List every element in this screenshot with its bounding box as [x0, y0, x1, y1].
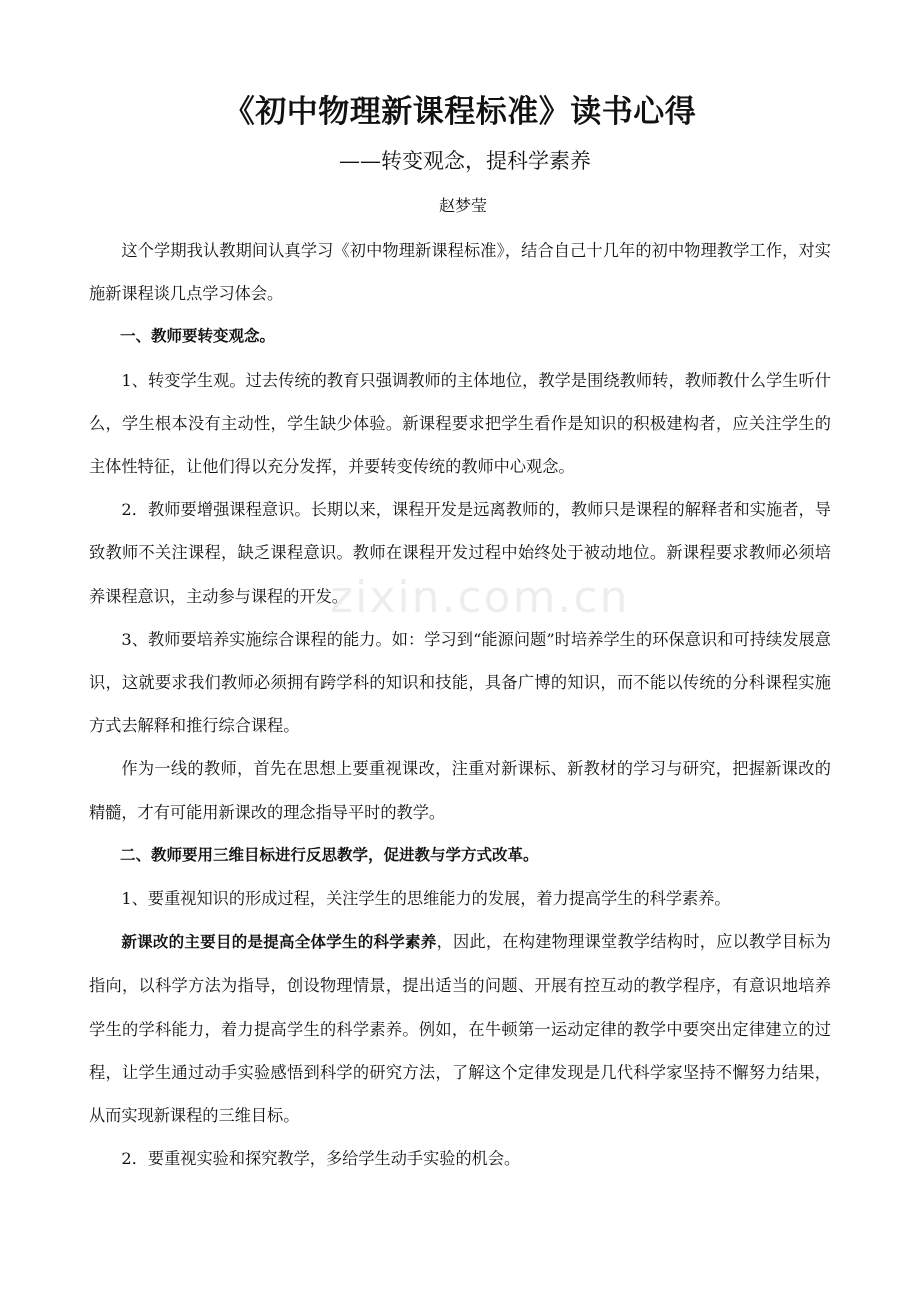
- section-heading-2: 二、教师要用三维目标进行反思教学，促进教与学方式改革。: [120, 845, 539, 864]
- paragraph-1-1: 1、转变学生观。过去传统的教育只强调教师的主体地位，教学是围绕教师转，教师教什么学生听什么，学生根本没有主动性，学生缺少体验。新课程要求把学生看作是知识的积极建构者，应关注学生的主体性特征，让他们得以充分发挥，并要转变传统的教师中心观念。: [89, 370, 831, 477]
- intro-paragraph: 这个学期我认教期间认真学习《初中物理新课程标准》，结合自己十几年的初中物理教学工作，对实施新课程谈几点学习体会。: [89, 241, 831, 304]
- paragraph-2-1-detail: [89, 920, 831, 1137]
- document-body: [89, 229, 831, 1180]
- paragraph-2-1: 1、要重视知识的形成过程，关注学生的思维能力的发展，着力提高学生的科学素养。: [121, 889, 731, 909]
- paragraph-1-3: 3、教师要培养实施综合课程的能力。如：学习到“能源问题”时培养学生的环保意识和可持续发展意识，这就要求我们教师必须拥有跨学科的知识和技能，具备广博的知识，而不能以传统的分科课程实施方式去解释和推行综合课程。: [89, 629, 831, 736]
- paragraph-1-summary: 作为一线的教师，首先在思想上要重视课改，注重对新课标、新教材的学习与研究，把握新课改的精髓，才有可能用新课改的理念指导平时的教学。: [89, 759, 831, 822]
- section-heading-1: 一、教师要转变观念。: [120, 327, 276, 346]
- document-subtitle: ——转变观念，提科学素养: [339, 149, 591, 173]
- paragraph-2-2: 2．要重视实验和探究教学，多给学生动手实验的机会。: [121, 1149, 521, 1169]
- author-name: 赵梦莹: [438, 196, 487, 215]
- watermark-text: zixin.com.cn: [330, 572, 630, 623]
- paragraph-continuation: ，因此，在构建物理课堂教学结构时，应以教学目标为指向，以科学方法为指导，创设物理情景，提出适当的问题、开展有控互动的教学程序，有意识地培养学生的学科能力，着力提高学生的科学素养。例如，在牛顿第一运动定律的教学中要突出定律建立的过程，让学生通过动手实验感悟到科学的研究方法，了解这个定律发现是几代科学家坚持不懈努力结果，从而实现新课程的三维目标。: [89, 932, 831, 1126]
- bold-lead-sentence: 新课改的主要目的是提高全体学生的科学素养: [121, 933, 437, 952]
- paragraph-1-2: 2．教师要增强课程意识。长期以来，课程开发是远离教师的，教师只是课程的解释者和实施者，导致教师不关注课程，缺乏课程意识。教师在课程开发过程中始终处于被动地位。新课程要求教师必须培养课程意识，主动参与课程的开发。: [89, 500, 831, 606]
- document-title: 《初中物理新课程标准》读书心得: [223, 94, 697, 130]
